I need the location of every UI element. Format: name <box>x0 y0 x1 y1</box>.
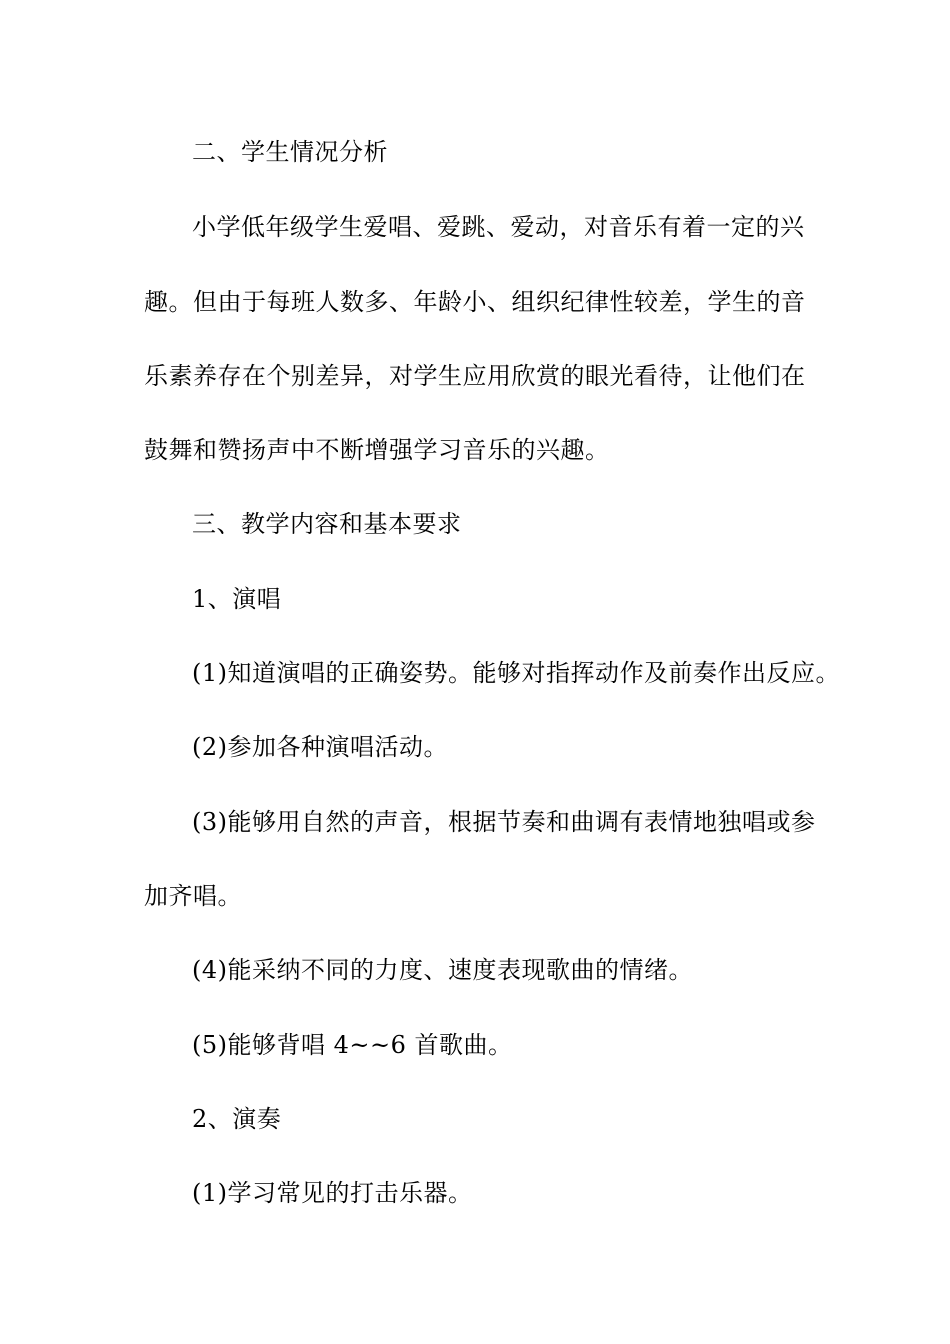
subsection-heading-singing: 1、演唱 <box>192 585 282 613</box>
paragraph-line: 乐素养存在个别差异，对学生应用欣赏的眼光看待，让他们在 <box>144 362 806 390</box>
paragraph-line: 小学低年级学生爱唱、爱跳、爱动，对音乐有着一定的兴 <box>192 213 805 241</box>
section-heading-student-analysis: 二、学生情况分析 <box>192 138 388 166</box>
section-heading-teaching-content: 三、教学内容和基本要求 <box>192 510 462 538</box>
list-item-continuation: 加齐唱。 <box>144 882 242 910</box>
list-item: (4)能采纳不同的力度、速度表现歌曲的情绪。 <box>192 956 693 984</box>
list-item: (2)参加各种演唱活动。 <box>192 733 448 761</box>
paragraph-line: 鼓舞和赞扬声中不断增强学习音乐的兴趣。 <box>144 436 610 464</box>
list-item: (1)知道演唱的正确姿势。能够对指挥动作及前奏作出反应。 <box>192 659 840 687</box>
paragraph-line: 趣。但由于每班人数多、年龄小、组织纪律性较差，学生的音 <box>144 288 806 316</box>
list-item: (1)学习常见的打击乐器。 <box>192 1179 473 1207</box>
subsection-heading-performance: 2、演奏 <box>192 1105 282 1133</box>
list-item: (3)能够用自然的声音，根据节奏和曲调有表情地独唱或参 <box>192 808 816 836</box>
list-item: (5)能够背唱 4~~6 首歌曲。 <box>192 1031 513 1059</box>
